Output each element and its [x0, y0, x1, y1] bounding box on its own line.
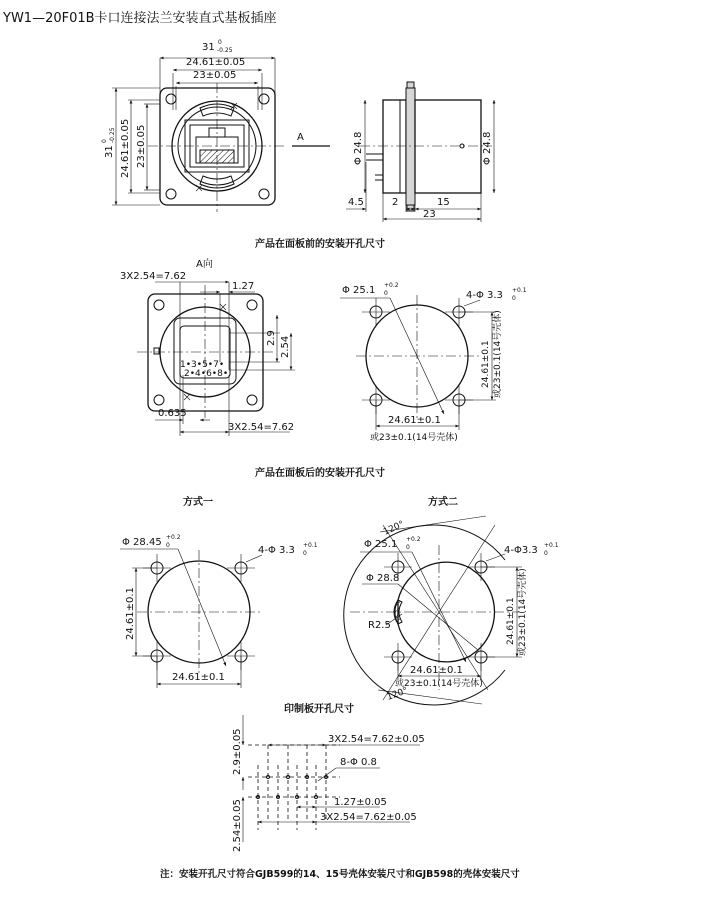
dim-31-height-lower: -0.25 — [109, 127, 116, 143]
dim-2461-width: 24.61±0.05 — [186, 57, 246, 68]
method-two-dia-lower: 0 — [406, 544, 410, 551]
method-two-label: 方式二 — [428, 497, 458, 508]
section2-heading: 产品在面板后的安装开孔尺寸 — [255, 468, 385, 479]
drawing-title: YW1—20F01B卡口连接法兰安装直式基板插座 — [3, 11, 277, 26]
method-one-dia: Φ 28.45 — [122, 537, 162, 548]
front-cutout-dia-lower: 0 — [384, 290, 388, 297]
method-two-holes: 4-Φ3.3 — [504, 545, 538, 556]
pin-row-even: 2•4•6•8• — [184, 369, 229, 379]
dim-4-5: 4.5 — [348, 197, 364, 208]
dim-23-length: 23 — [423, 209, 436, 220]
a-dim-0635: 0.635 — [158, 408, 187, 419]
method-two-dim-h: 24.61±0.1 — [410, 665, 463, 676]
method-two-dim-v: 24.61±0.1 — [506, 597, 516, 645]
dim-2461-height: 24.61±0.05 — [120, 118, 131, 178]
dim-15: 15 — [437, 197, 450, 208]
a-view — [120, 257, 295, 436]
method-two-radius: R2.5 — [368, 620, 391, 631]
dim-23-height: 23±0.05 — [136, 124, 147, 168]
front-cutout-dim-h: 24.61±0.1 — [388, 415, 441, 426]
front-panel-cutout — [340, 282, 527, 443]
a-dim-254: 2.54 — [280, 335, 291, 358]
dim-31-lower-tol: -0.25 — [217, 47, 233, 54]
front-cutout-dia: Φ 25.1 — [342, 285, 376, 296]
method-one-label: 方式一 — [183, 497, 213, 508]
method-one-dim-h: 24.61±0.1 — [172, 672, 225, 683]
a-dim-pitch-top: 3X2.54=7.62 — [120, 271, 187, 282]
dim-31-height-upper: 0 — [101, 139, 108, 143]
method-two-dim-v-alt: 或23±0.1(14号壳体) — [518, 568, 528, 656]
method-two-dia-288: Φ 28.8 — [366, 573, 400, 584]
method-two — [344, 495, 559, 705]
footnote: 注：安装开孔尺寸符合GJB599的14、15号壳体安装尺寸和GJB598的壳体安装尺寸 — [160, 869, 520, 880]
method-one-dia-lower: 0 — [166, 542, 170, 549]
pcb-holes: 8-Φ 0.8 — [340, 757, 377, 768]
section1-heading: 产品在面板前的安装开孔尺寸 — [255, 239, 385, 250]
dim-31-upper-tol: 0 — [218, 39, 222, 46]
a-dim-pitch-bottom: 3X2.54=7.62 — [228, 422, 295, 433]
method-two-dim-h-alt: 或23±0.1(14号壳体) — [395, 679, 483, 689]
method-two-angle-bottom: 120° — [385, 686, 410, 703]
method-one-holes: 4-Φ 3.3 — [258, 545, 295, 556]
dim-23-width: 23±0.05 — [193, 70, 237, 81]
front-cutout-dim-v: 24.61±0.1 — [481, 340, 491, 388]
dim-2: 2 — [392, 197, 399, 208]
method-two-dia-upper: +0.2 — [406, 536, 421, 543]
front-cutout-dim-h-alt: 或23±0.1(14号壳体) — [370, 433, 458, 443]
dim-dia-right: Φ 24.8 — [482, 131, 493, 165]
dim-dia-left: Φ 24.8 — [353, 131, 364, 165]
pcb-heading: 印制板开孔尺寸 — [284, 704, 354, 715]
dim-31-height: 31 — [104, 145, 115, 158]
pcb-dim-pitch-top: 3X2.54=7.62±0.05 — [328, 734, 425, 745]
front-cutout-holes: 4-Φ 3.3 — [466, 290, 503, 301]
method-one-dia-upper: +0.2 — [166, 534, 181, 541]
pcb-dim-29: 2.9±0.05 — [232, 728, 243, 775]
pcb-dim-pitch-bottom: 3X2.54=7.62±0.05 — [320, 812, 417, 823]
dim-31-width: 31 — [202, 42, 215, 53]
a-dim-127: 1.27 — [232, 281, 255, 292]
method-one-holes-upper: +0.1 — [303, 542, 318, 549]
front-cutout-dia-upper: +0.2 — [384, 282, 399, 289]
a-dim-29: 2.9 — [266, 330, 277, 346]
side-view — [346, 82, 494, 222]
pin-row-odd: 1•3•5•7• — [180, 360, 225, 370]
method-one-dim-v: 24.61±0.1 — [125, 587, 136, 640]
front-cutout-dim-v-alt: 或23±0.1(14号壳体) — [493, 310, 503, 398]
method-two-holes-lower: 0 — [544, 550, 548, 557]
method-two-holes-upper: +0.1 — [544, 542, 559, 549]
front-view — [101, 39, 330, 212]
pcb-dim-127: 1.27±0.05 — [334, 797, 387, 808]
method-two-dia-251: Φ 25.1 — [364, 539, 398, 550]
a-view-label: A向 — [196, 259, 213, 270]
method-two-angle-top: 120° — [382, 519, 406, 538]
method-one-holes-lower: 0 — [303, 550, 307, 557]
pcb-dim-254: 2.54±0.05 — [232, 799, 243, 852]
view-label-a: A — [297, 132, 304, 143]
front-cutout-holes-lower: 0 — [512, 295, 516, 302]
method-one — [120, 495, 318, 688]
pcb-cutout — [232, 702, 425, 852]
front-cutout-holes-upper: +0.1 — [512, 287, 527, 294]
